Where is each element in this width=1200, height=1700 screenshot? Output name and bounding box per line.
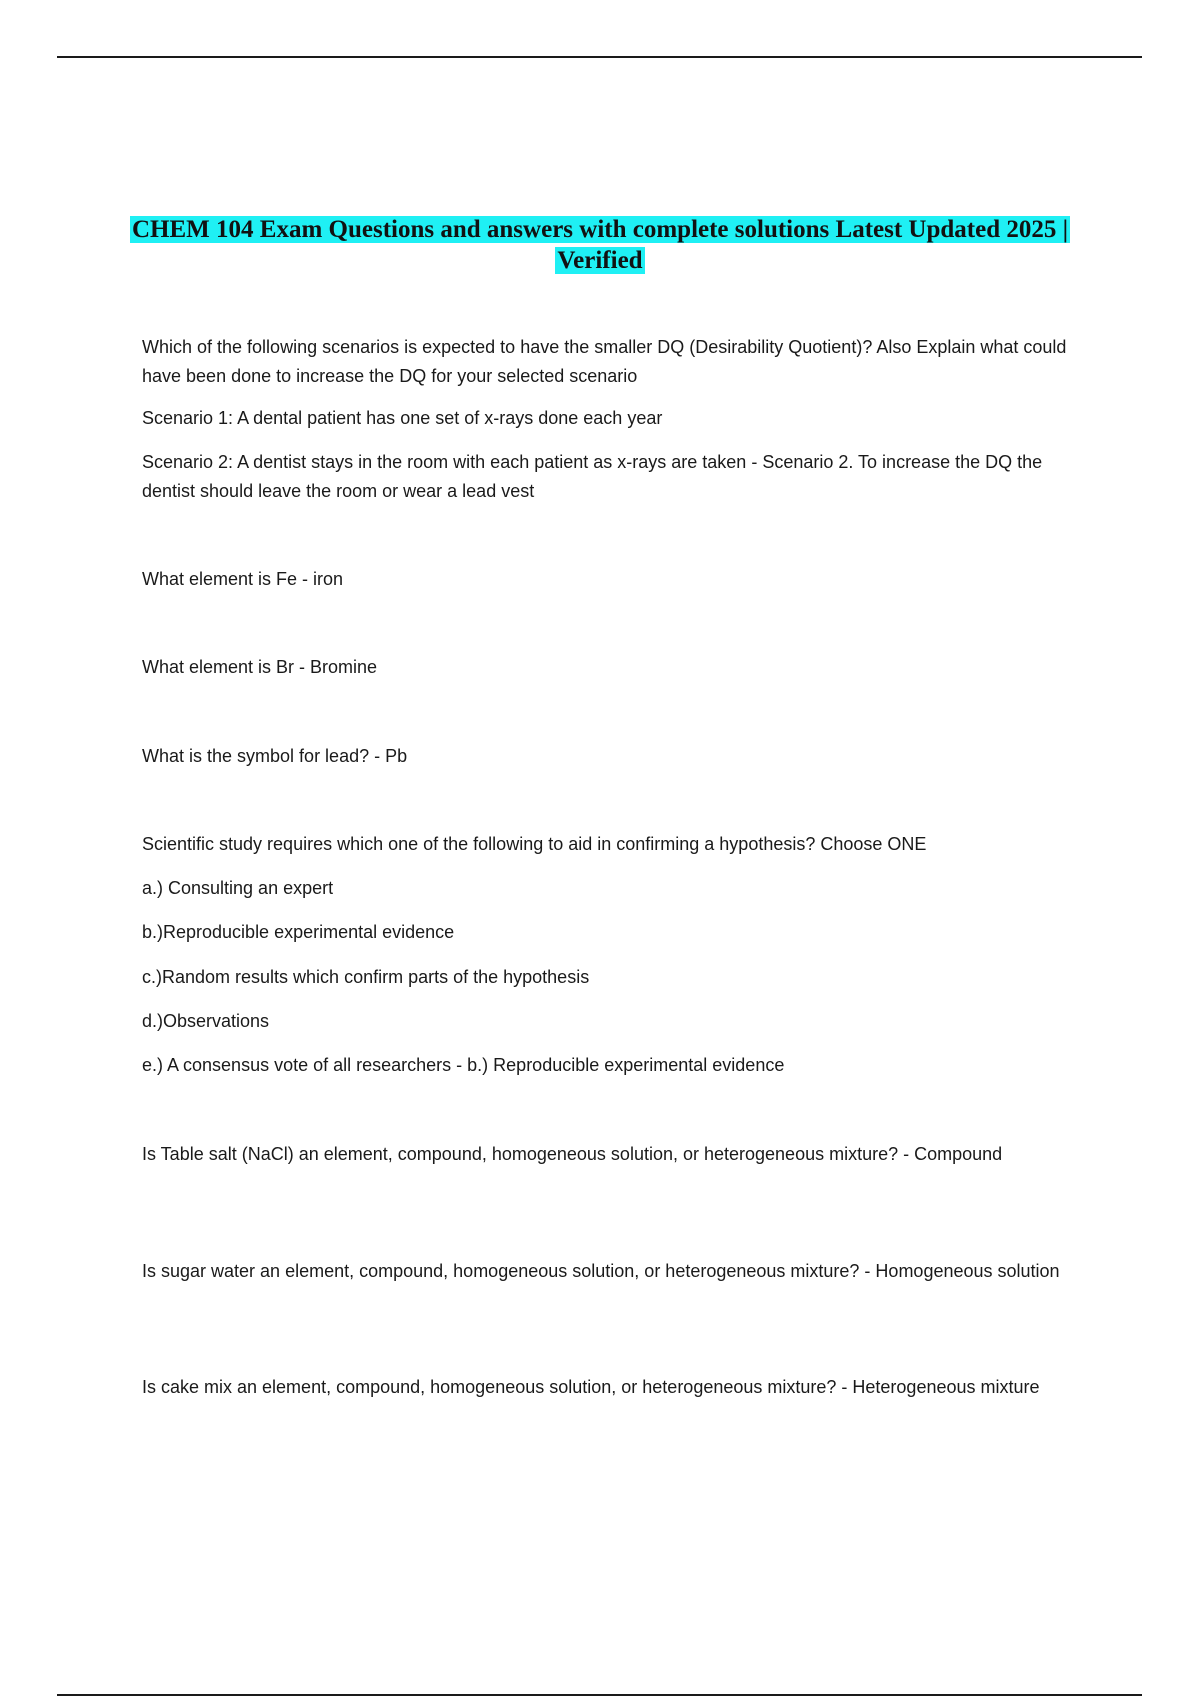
document-title [130, 214, 1070, 276]
footer-rule [57, 1694, 1142, 1696]
option-c: c.)Random results which confirm parts of the hypothesis [142, 967, 590, 987]
question-scientific-study: Scientific study requires which one of the following to aid in confirming a hypothesis? Choose ONE [142, 834, 927, 854]
question-br: What element is Br - Bromine [142, 657, 378, 677]
option-b: b.)Reproducible experimental evidence [142, 922, 455, 942]
question-cake-mix: Is cake mix an element, compound, homogeneous solution, or heterogeneous mixture? - Heterogeneous mixture [142, 1377, 1040, 1397]
scenario-2-answer: Scenario 2: A dentist stays in the room with each patient as x-rays are taken - Scenario 2. To increase the DQ the dentist should leave the room or wear a lead vest [142, 452, 1043, 501]
option-a: a.) Consulting an expert [142, 878, 334, 898]
question-dq: Which of the following scenarios is expected to have the smaller DQ (Desirability Quotient)? Also Explain what could have been done to increase the DQ for your selected scenario [142, 337, 1067, 386]
scenario-1: Scenario 1: A dental patient has one set of x-rays done each year [142, 408, 663, 428]
question-fe: What element is Fe - iron [142, 569, 344, 589]
option-e-answer: e.) A consensus vote of all researchers - b.) Reproducible experimental evidence [142, 1055, 785, 1075]
question-lead: What is the symbol for lead? - Pb [142, 746, 408, 766]
question-table-salt: Is Table salt (NaCl) an element, compound, homogeneous solution, or heterogeneous mixture? - Compound [142, 1144, 1003, 1164]
option-d: d.)Observations [142, 1011, 270, 1031]
question-sugar-water: Is sugar water an element, compound, homogeneous solution, or heterogeneous mixture? - Homogeneous solution [142, 1261, 1060, 1281]
header-rule [57, 56, 1142, 58]
title-highlight: CHEM 104 Exam Questions and answers with complete solutions Latest Updated 2025 | Verified [132, 216, 1069, 274]
